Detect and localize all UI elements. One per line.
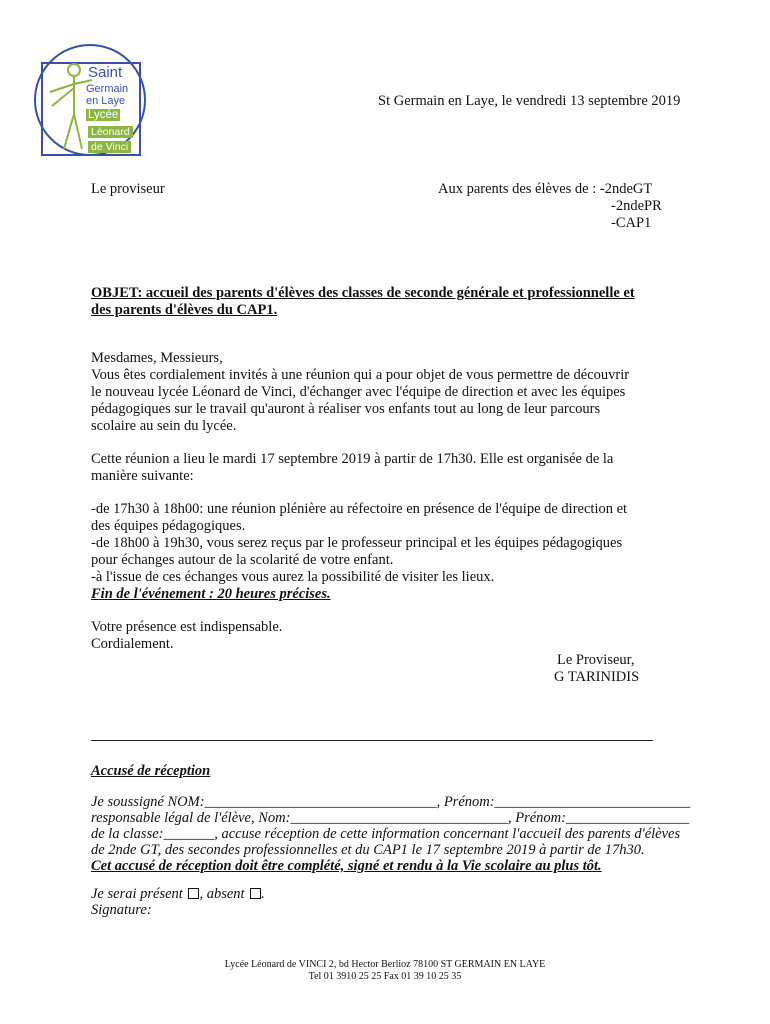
body-paragraph-line: Vous êtes cordialement invités à une réunion qui a pour objet de vous permettre de découvrir (91, 367, 630, 383)
letter-recipient-2ndepr: -2ndePR (611, 198, 662, 214)
footer-phone: Tel 01 3910 25 25 Fax 01 39 10 25 35 (308, 971, 462, 982)
letter-sender: Le proviseur (91, 181, 165, 197)
letter-subject: OBJET: accueil des parents d'élèves des classes de seconde générale et professionnelle et (91, 285, 635, 301)
logo-text-germain: Germain (86, 83, 129, 95)
greeting: Mesdames, Messieurs, (91, 350, 223, 366)
receipt-class-field: de la classe:_______, accuse réception de cette information concernant l'accueil des parents d'élèves (91, 826, 681, 842)
signature-name: G TARINIDIS (554, 669, 640, 685)
body-paragraph-line: le nouveau lycée Léonard de Vinci, d'échanger avec l'équipe de direction et avec les équipes (91, 384, 626, 400)
schedule-line: -de 17h30 à 18h00: une réunion plénière au réfectoire en présence de l'équipe de direction et (91, 501, 628, 517)
body-paragraph-line: pédagogiques sur le travail qu'auront à réaliser vos enfants tout au long de leur parcours (91, 401, 601, 417)
receipt-name-field: Je soussigné NOM:________________________________, Prénom:___________________________ (91, 794, 691, 810)
letter-subject-continued: des parents d'élèves du CAP1. (91, 302, 278, 318)
closing-line: Cordialement. (91, 636, 174, 652)
absent-checkbox[interactable] (250, 888, 261, 899)
schedule-line: pour échanges autour de la scolarité de votre enfant. (91, 552, 394, 568)
logo-text-en-laye: en Laye (86, 95, 126, 107)
footer-address: Lycée Léonard de VINCI 2, bd Hector Berlioz 78100 ST GERMAIN EN LAYE (224, 959, 546, 970)
closing-line: Votre présence est indispensable. (91, 619, 283, 635)
presence-label: Je serai présent (91, 886, 183, 902)
letter-recipients: Aux parents des élèves de : -2ndeGT (438, 181, 653, 197)
event-end-notice: Fin de l'événement : 20 heures précises. (91, 586, 331, 602)
receipt-text-line: de 2nde GT, des secondes professionnelles et du CAP1 le 17 septembre 2019 à partir de 17h30. (91, 842, 645, 858)
schedule-line: des équipes pédagogiques. (91, 518, 246, 534)
schedule-line: -de 18h00 à 19h30, vous serez reçus par le professeur principal et les équipes pédagogiques (91, 535, 623, 551)
receipt-guardian-field: responsable légal de l'élève, Nom:______________________________, Prénom:_________________ (91, 810, 690, 826)
body-paragraph-line: Cette réunion a lieu le mardi 17 septembre 2019 à partir de 17h30. Elle est organisée de la (91, 451, 614, 467)
receipt-instruction: Cet accusé de réception doit être complété, signé et rendu à la Vie scolaire au plus tôt. (91, 858, 602, 874)
signature-title: Le Proviseur, (557, 652, 635, 668)
logo-text-de-vinci: de Vinci (88, 141, 131, 153)
logo-text-lycee: Lycée (88, 109, 119, 121)
signature-field-label: Signature: (91, 902, 152, 918)
school-logo (30, 40, 156, 160)
presence-line (91, 886, 265, 903)
body-paragraph-line: manière suivante: (91, 468, 194, 484)
presence-suffix: . (261, 886, 265, 902)
letter-date: St Germain en Laye, le vendredi 13 septembre 2019 (378, 93, 681, 109)
logo-text-leonard: Léonard (88, 126, 133, 138)
schedule-line: -à l'issue de ces échanges vous aurez la possibilité de visiter les lieux. (91, 569, 495, 585)
letter-recipient-cap1: -CAP1 (611, 215, 652, 231)
separator-line (91, 740, 653, 741)
present-checkbox[interactable] (188, 888, 199, 899)
logo-text-saint: Saint (88, 64, 123, 81)
absent-label: , absent (199, 886, 245, 902)
receipt-heading: Accusé de réception (91, 763, 211, 779)
body-paragraph-line: scolaire au sein du lycée. (91, 418, 237, 434)
